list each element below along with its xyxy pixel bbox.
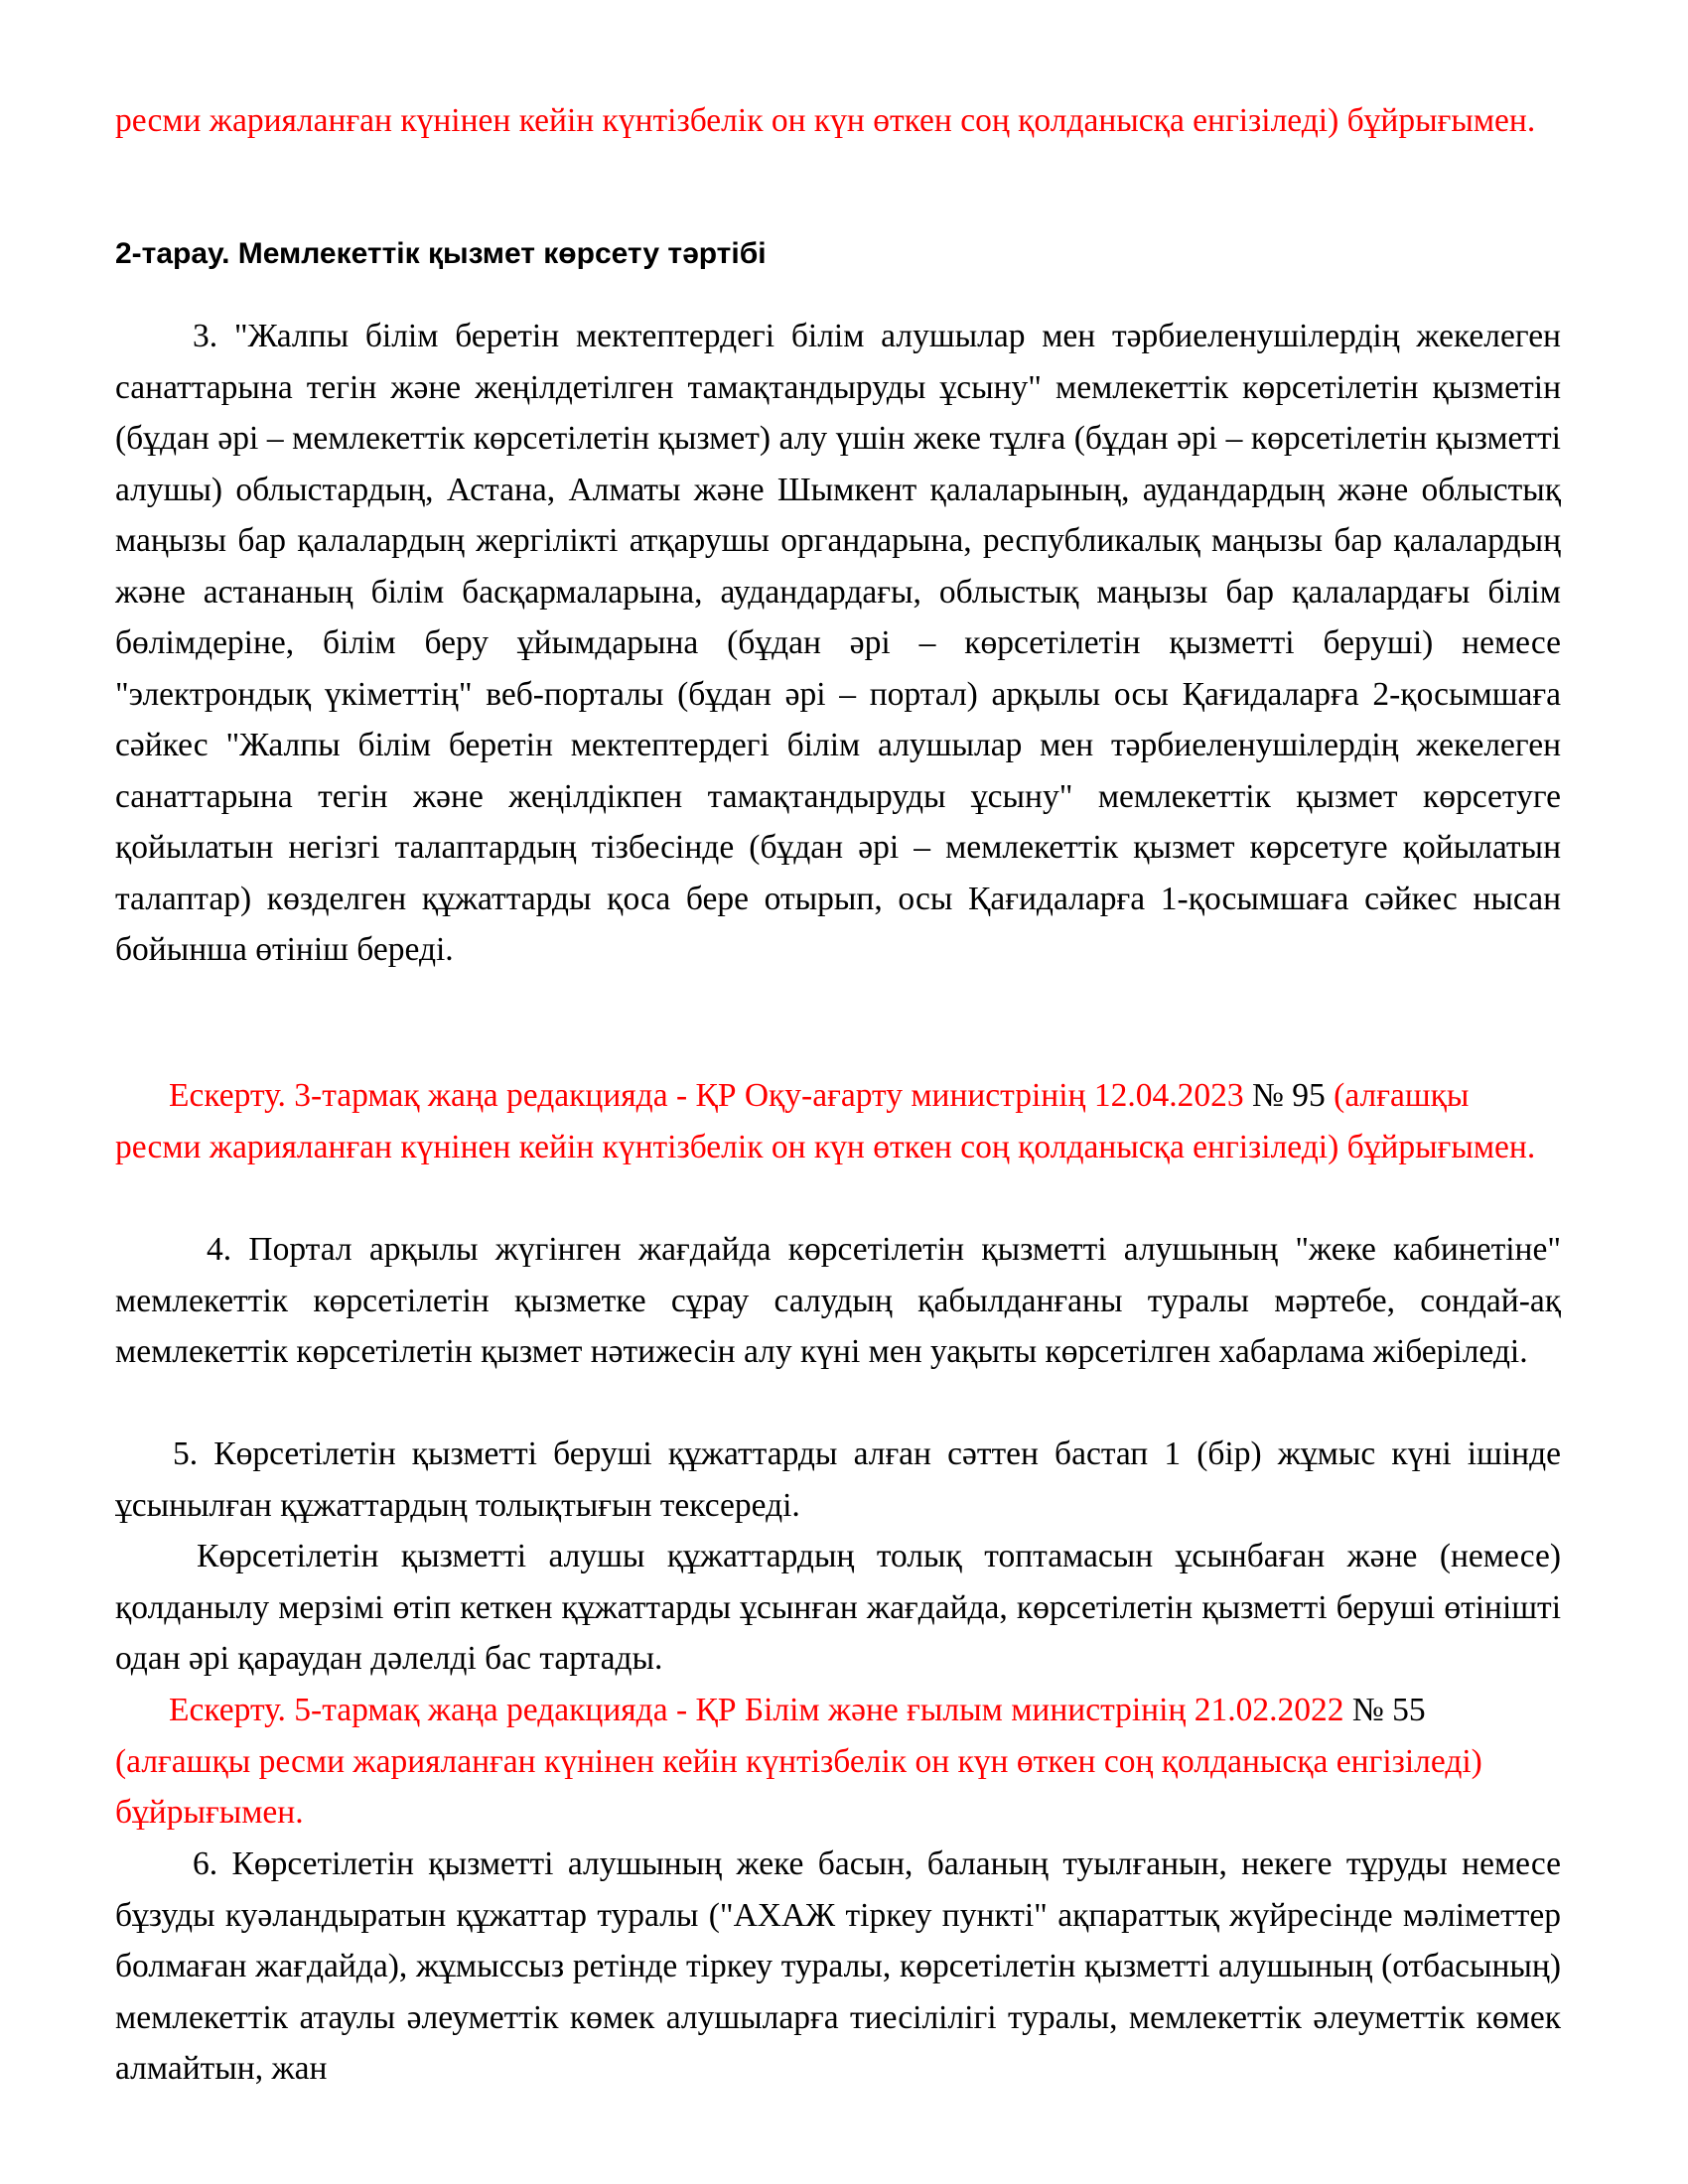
note-3-order-number: № 95 xyxy=(1251,1077,1326,1114)
top-amendment-note xyxy=(115,95,1561,147)
paragraph-3: 3. "Жалпы білім беретін мектептердегі білім алушылар мен тәрбиеленушілердің жекелеген санаттарына тегін және жеңілдетілген тамақтандыруды ұсыну" мемлекеттік көрсетілетін қызметін (бұдан әрі – мемлекеттік көрсетілетін қызмет) алу үшін жеке тұлға (бұдан әрі – көрсетілетін қызметті алушы) облыстардың, Астана, Алматы және Шымкент қалаларының, аудандардың және облыстық маңызы бар қалалардың жергілікті атқарушы органдарына, республикалық маңызы бар қалалардың және астананың білім басқармаларына, аудандардағы, облыстық маңызы бар қалалардағы білім бөлімдеріне, білім беру ұйымдарына (бұдан әрі – көрсетілетін қызметті беруші) немесе "электрондық үкіметтің" веб-порталы (бұдан әрі – портал) арқылы осы Қағидаларға 2-қосымшаға сәйкес "Жалпы білім беретін мектептердегі білім алушылар мен тәрбиеленушілердің жекелеген санаттарына тегін және жеңілдікпен тамақтандыруды ұсыну" мемлекеттік қызмет көрсетуге қойылатын негізгі талаптардың тізбесінде (бұдан әрі – мемлекеттік қызмет көрсетуге қойылатын талаптар) көзделген құжаттарды қоса бере отырып, осы Қағидаларға 1-қосымшаға сәйкес нысан бойынша өтініш береді. xyxy=(115,318,1561,968)
top-amendment-note-text: ресми жарияланған күнінен кейін күнтізбелік он күн өткен соң қолданысқа енгізіледі) бұйрығымен. xyxy=(115,102,1536,139)
note-3-text-start: Ескерту. 3-тармақ жаңа редакцияда - ҚР Оқу-ағарту министрінің 12.04.2023 xyxy=(169,1077,1244,1114)
note-5-text-end: (алғашқы ресми жарияланған күнінен кейін күнтізбелік он күн өткен соң қолданысқа енгізіледі) бұйрығымен. xyxy=(115,1742,1482,1831)
paragraph-5: 5. Көрсетілетін қызметті беруші құжаттарды алған сәттен бастап 1 (бір) жұмыс күні ішінде ұсынылған құжаттардың толықтығын тексереді. xyxy=(115,1435,1561,1524)
note-3-text-end: (алғашқы ресми жарияланған күнінен кейін күнтізбелік он күн өткен соң қолданысқа енгізіледі) бұйрығымен. xyxy=(115,1077,1536,1165)
paragraph-4: 4. Портал арқылы жүгінген жағдайда көрсетілетін қызметті алушының "жеке кабинетіне" мемлекеттік көрсетілетін қызметке сұрау салудың қабылданғаны туралы мәртебе, сондай-ақ мемлекеттік көрсетілетін қызмет нәтижесін алу күні мен уақыты көрсетілген хабарлама жіберіледі. xyxy=(115,1231,1561,1370)
paragraph-5-second: Көрсетілетін қызметті алушы құжаттардың толық топтамасын ұсынбаған және (немесе) қолданылу мерзімі өтіп кеткен құжаттарды ұсынған жағдайда, көрсетілетін қызметті беруші өтінішті одан әрі қараудан дәлелді бас тартады. xyxy=(115,1538,1561,1677)
note-5-order-number: № 55 xyxy=(1351,1692,1426,1728)
amendment-note-3 xyxy=(115,1070,1561,1172)
paragraph-6: 6. Көрсетілетін қызметті алушының жеке басын, баланың туылғанын, некеге тұруды немесе бұзуды куәландыратын құжаттар туралы ("АХАЖ тіркеу пункті" ақпараттық жүйресінде мәліметтер болмаған жағдайда), жұмыссыз ретінде тіркеу туралы, көрсетілетін қызметті алушының (отбасының) мемлекеттік атаулы әлеуметтік көмек алушыларға тиесілілігі туралы, мемлекеттік әлеуметтік көмек алмайтын, жан xyxy=(115,1845,1561,2087)
amendment-note-5 xyxy=(115,1685,1561,1839)
note-5-text-start: Ескерту. 5-тармақ жаңа редакцияда - ҚР Білім және ғылым министрінің 21.02.2022 xyxy=(169,1692,1344,1728)
chapter-heading: 2-тарау. Мемлекеттік қызмет көрсету тәртібі xyxy=(115,237,767,270)
